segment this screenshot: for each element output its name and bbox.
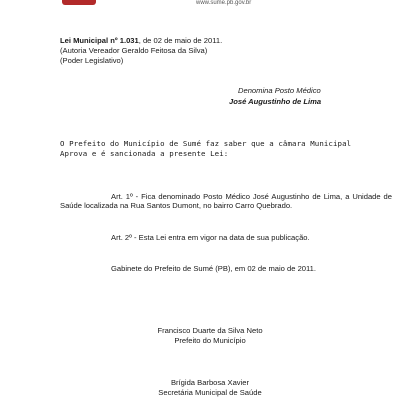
preamble-line-1: O Prefeito do Município de Sumé faz saber que a câmara Municipal <box>60 139 352 148</box>
ementa-line-2: José Augustinho de Lima <box>229 97 322 106</box>
closing-statement: Gabinete do Prefeito de Sumé (PB), em 02 de maio de 2011. <box>111 264 317 273</box>
website-url: www.sume.pb.gov.br <box>196 0 252 6</box>
preamble-line-2: Aprova e é sancionada a presente Lei: <box>60 149 229 158</box>
signature-2-name: Brígida Barbosa Xavier <box>170 378 250 387</box>
municipal-logo <box>62 0 96 5</box>
law-number: Lei Municipal nº 1.031 <box>60 36 139 45</box>
law-origin: (Poder Legislativo) <box>60 56 124 65</box>
article-2: Art. 2º - Esta Lei entra em vigor na data de sua publicação. <box>111 233 310 242</box>
signature-1-name: Francisco Duarte da Silva Neto <box>157 326 263 335</box>
article-1: Art. 1º - Fica denominado Posto Médico José Augustinho de Lima, a Unidade de Saúde localizada na Rua Santos Dumont, no bairro Carro Quebrado. <box>60 192 392 210</box>
signature-1-title: Prefeito do Município <box>174 336 246 345</box>
law-date: , de 02 de maio de 2011. <box>138 36 223 45</box>
ementa-line-1: Denomina Posto Médico <box>238 86 321 95</box>
law-authorship: (Autoria Vereador Geraldo Feitosa da Silva) <box>60 46 208 55</box>
law-heading <box>60 36 222 45</box>
signature-2-title: Secretária Municipal de Saúde <box>158 388 262 397</box>
